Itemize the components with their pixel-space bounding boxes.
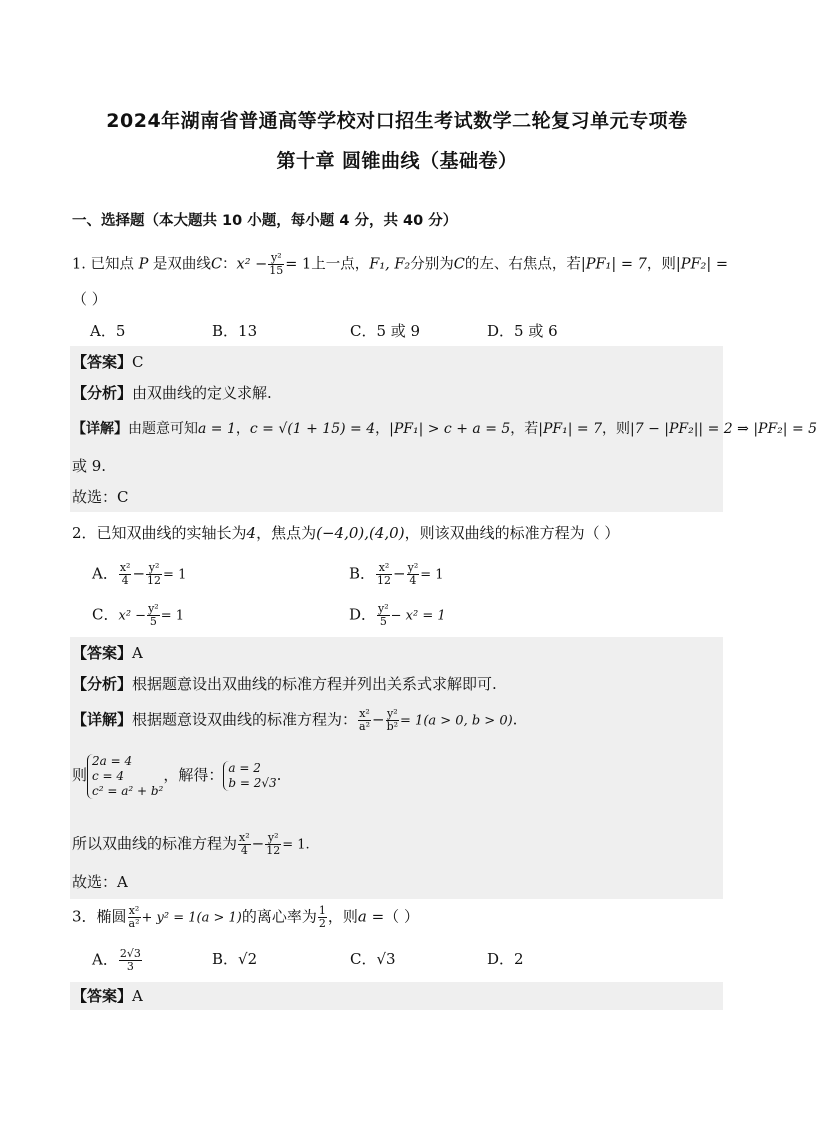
q1-option-d: D．5 或 6 — [487, 322, 558, 340]
q3-solution-box — [70, 982, 723, 1010]
q1-fraction: $\frac{\text{y²}}{15}$ — [269, 251, 284, 277]
q3-option-d: D．2 — [487, 950, 524, 968]
q2-option-a: A． $\frac{\text{x²}}{4}$ − $\frac{\text{y²}}{12}$ = 1 — [92, 561, 187, 587]
q1-stem: 1. 已知点 P 是双曲线C：x² − $\frac{\text{y²}}{15}$ = 1上一点，F₁, F₂分别为C的左、右焦点，若|PF₁| = 7，则|PF₂| = — [72, 251, 729, 277]
q2-choose: 故选：A — [72, 873, 128, 891]
q1-choose: 故选：C — [72, 488, 129, 506]
q2-option-d: D． $\frac{\text{y²}}{5}$ − x² = 1 — [349, 602, 446, 628]
q1-paren: （ ） — [72, 290, 107, 308]
q1-analysis: 【分析】由双曲线的定义求解. — [72, 384, 272, 402]
q3-option-a: A． $\frac{2√3}{3}$ — [92, 947, 141, 973]
title-line-1: 2024年湖南省普通高等学校对口招生考试数学二轮复习单元专项卷 — [106, 110, 688, 132]
equation-system-2: a = 2 b = 2√3 — [223, 761, 276, 791]
q1-option-b: B．13 — [212, 322, 258, 340]
q2-detail: 【详解】根据题意设双曲线的标准方程为： $\frac{\text{x²}}{\text{a²}}$ − $\frac{\text{y²}}{\text{b²}}$ = 1(a > 0, b > 0). — [72, 707, 518, 733]
q1-detail: 【详解】由题意可知a = 1，c = √(1 + 15) = 4，|PF₁| > c + a = 5，若|PF₁| = 7，则|7 − |PF₂|| = 2 ⇒ |PF₂| = 5 — [72, 421, 817, 437]
title-line-2: 第十章 圆锥曲线（基础卷） — [276, 150, 518, 172]
q1-option-c: C．5 或 9 — [350, 322, 421, 340]
q2-option-c: C．x² − $\frac{\text{y²}}{5}$ = 1 — [92, 602, 184, 628]
q2-conclusion: 所以双曲线的标准方程为 $\frac{\text{x²}}{4}$ − $\frac{\text{y²}}{12}$ = 1. — [72, 831, 310, 857]
q3-option-b: B．√2 — [212, 950, 258, 968]
q2-option-b: B． $\frac{\text{x²}}{12}$ − $\frac{\text{y²}}{4}$ = 1 — [349, 561, 444, 587]
q3-answer: 【答案】A — [72, 987, 143, 1005]
equation-system-1: 2a = 4 c = 4 c² = a² + b² — [87, 754, 163, 799]
q1-option-a: A．5 — [90, 322, 126, 340]
q1-answer: 【答案】C — [72, 353, 144, 371]
q1-detail-cont: 或 9. — [72, 457, 107, 475]
q2-answer: 【答案】A — [72, 644, 143, 662]
q2-stem: 2．已知双曲线的实轴长为4，焦点为(−4,0),(4,0)，则该双曲线的标准方程为（ ） — [72, 524, 620, 542]
q3-stem: 3．椭圆 $\frac{\text{x²}}{\text{a²}}$ + y² = 1(a > 1)的离心率为 $\frac{1}{2}$ ，则a =（ ） — [72, 904, 419, 930]
q3-option-c: C．√3 — [350, 950, 396, 968]
q2-analysis: 【分析】根据题意设出双曲线的标准方程并列出关系式求解即可. — [72, 675, 497, 693]
q2-system: 则 2a = 4 c = 4 c² = a² + b² ，解得： a = 2 b = 2√3 . — [72, 753, 282, 798]
section-heading: 一、选择题（本大题共 10 小题，每小题 4 分，共 40 分） — [72, 213, 458, 229]
